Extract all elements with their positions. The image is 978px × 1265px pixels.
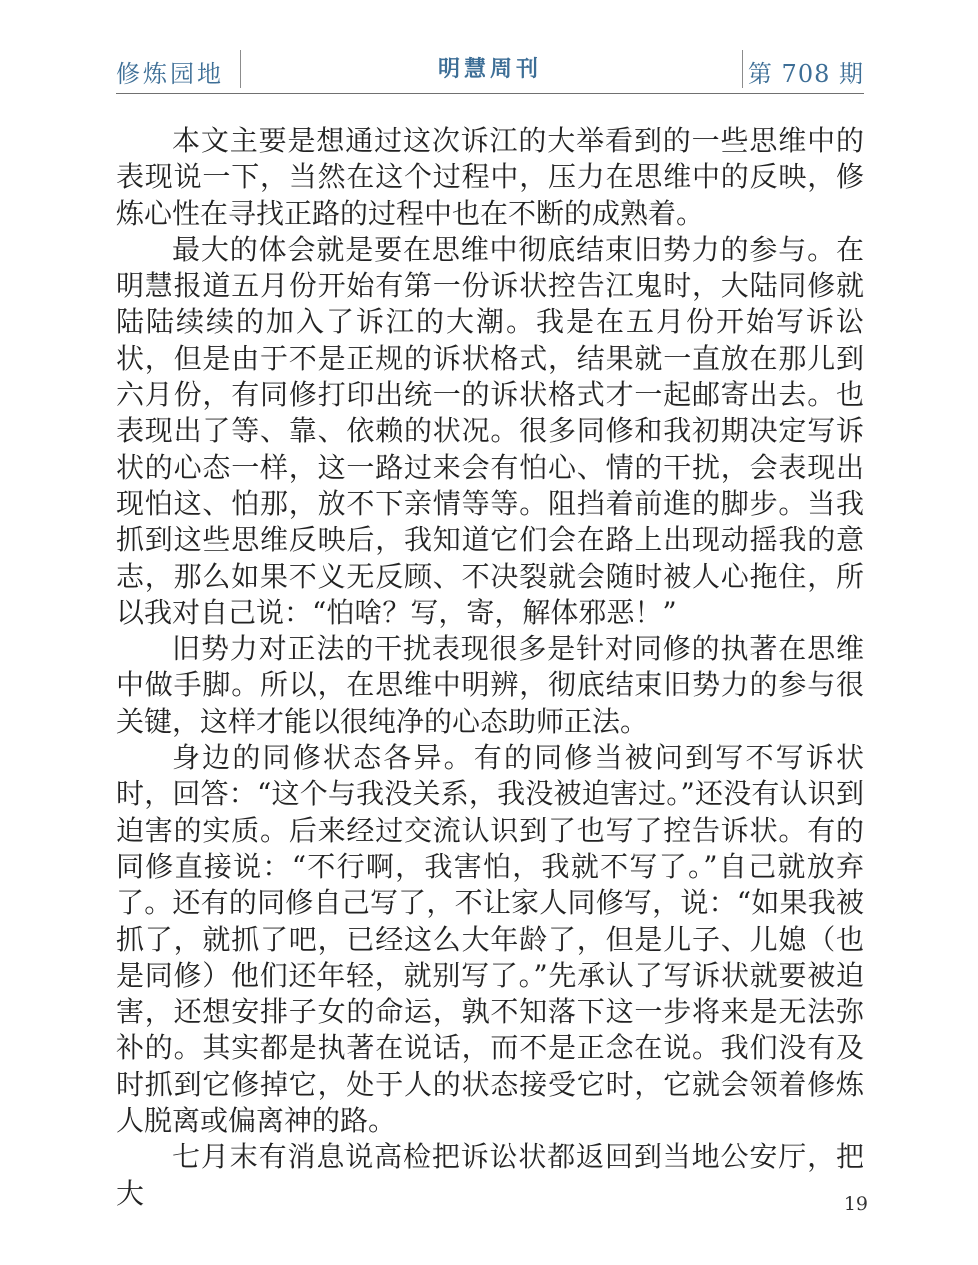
issue-number: 第 708 期	[747, 60, 864, 88]
header-divider-right	[742, 50, 743, 88]
paragraph: 身边的同修状态各异。有的同修当被问到写不写诉状时，回答：“这个与我没关系，我没被迫害过。”还没有认识到迫害的实质。后来经过交流认识到了也写了控告诉状。有的同修直接说：“不行啊，我害怕，我就不写了。”自己就放弃了。还有的同修自己写了，不让家人同修写，说：“如果我被抓了，就抓了吧，已经这么大年龄了，但是儿子、儿媳（也是同修）他们还年轻，就别写了。”先承认了写诉状就要被迫害，还想安排子女的命运，孰不知落下这一步将来是无法弥补的。其实都是执著在说话，而不是正念在说。我们没有及时抓到它修掉它，处于人的状态接受它时，它就会领着修炼人脱离或偏离神的路。	[116, 741, 864, 1138]
header-rule	[116, 93, 864, 94]
article-body	[116, 123, 864, 1212]
paragraph: 七月末有消息说高检把诉讼状都返回到当地公安厅，把大	[116, 1140, 864, 1210]
paragraph: 旧势力对正法的干扰表现很多是针对同修的执著在思维中做手脚。所以，在思维中明辨，彻底结束旧势力的参与很关键，这样才能以很纯净的心态助师正法。	[116, 632, 864, 738]
page-number: 19	[843, 1193, 868, 1215]
section-title: 修炼园地	[116, 60, 224, 88]
paragraph: 本文主要是想通过这次诉江的大举看到的一些思维中的表现说一下，当然在这个过程中，压力在思维中的反映，修炼心性在寻找正路的过程中也在不断的成熟着。	[116, 124, 864, 230]
publication-title: 明慧周刊	[437, 57, 542, 82]
paragraph: 最大的体会就是要在思维中彻底结束旧势力的参与。在明慧报道五月份开始有第一份诉状控告江鬼时，大陆同修就陆陆续续的加入了诉江的大潮。我是在五月份开始写诉讼状，但是由于不是正规的诉状格式，结果就一直放在那儿到六月份，有同修打印出统一的诉状格式才一起邮寄出去。也表现出了等、靠、依赖的状况。很多同修和我初期决定写诉状的心态一样，这一路过来会有怕心、情的干扰，会表现出现怕这、怕那，放不下亲情等等。阻挡着前進的脚步。当我抓到这些思维反映后，我知道它们会在路上出现动摇我的意志，那么如果不义无反顾、不决裂就会随时被人心拖住，所以我对自己说：“怕啥？写，寄，解体邪恶！”	[116, 232, 864, 629]
page-header	[116, 48, 864, 92]
